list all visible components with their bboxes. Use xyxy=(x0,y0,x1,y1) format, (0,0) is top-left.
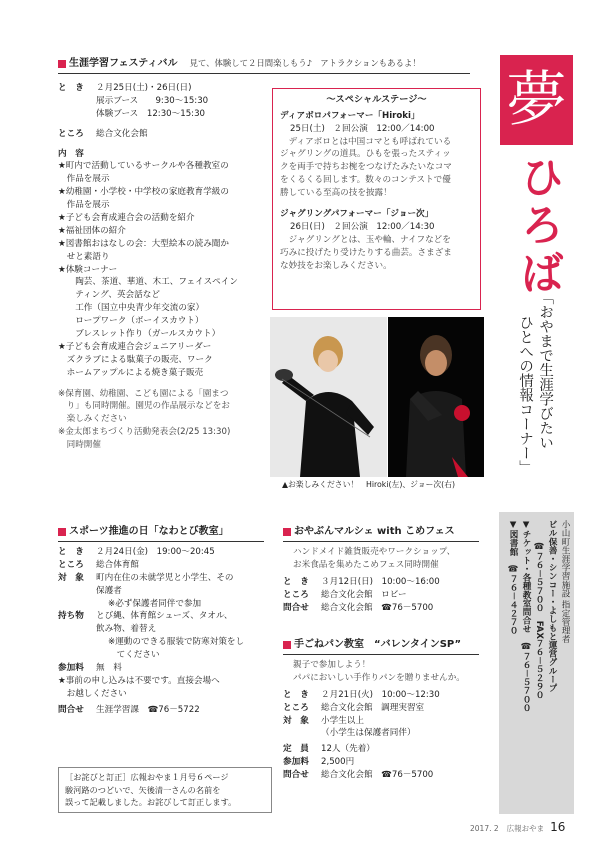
bread-fee-label: 参加料 xyxy=(283,757,309,768)
sports-items-1: とび縄、体育館シューズ、タオル、 xyxy=(96,611,233,622)
side-info-5: ▼図書館 ☎７６－４２７０ xyxy=(508,520,518,635)
sports-note-2: お越しください xyxy=(58,688,127,699)
bread-fee-value: 2,500円 xyxy=(321,757,355,768)
list-item: ジャグリングの道具。ひもを張ったスティッ xyxy=(280,149,451,160)
festival-contents xyxy=(58,160,268,379)
sports-fee-row xyxy=(58,662,268,675)
marche-body xyxy=(283,546,483,614)
list-item: せと素語り xyxy=(58,251,110,262)
bread-row xyxy=(283,756,483,769)
square-bullet-icon xyxy=(58,60,66,68)
sports-place-value: 総合体育館 xyxy=(96,559,139,570)
bread-desc-1: 親子で参加しよう！ xyxy=(293,660,371,670)
list-item: 勝している至高の技を披露！ xyxy=(280,188,392,199)
sports-contact-label: 問合せ xyxy=(58,704,84,715)
list-item: ディアボロとは中国コマとも呼ばれている xyxy=(280,136,452,147)
marche-title-row xyxy=(283,524,479,539)
marche-row xyxy=(283,589,483,602)
side-info-4: ▼チケット・各種教室問合せ ☎７６－５７００ xyxy=(521,520,531,712)
bread-place-value: 総合文化会館 調理実習室 xyxy=(321,702,425,713)
festival-when-2: 展示ブース 9:30～15:30 xyxy=(96,95,209,106)
side-tagline-1: 「おやまで生涯学びたい xyxy=(537,290,554,450)
side-hiragana: ひろば xyxy=(512,154,564,298)
bread-contact-value: 総合文化会館 ☎76－5700 xyxy=(321,770,434,781)
errata-line: 駿河路のつどいで、矢後清一さんの名前を xyxy=(65,784,221,795)
bread-row xyxy=(283,702,483,715)
festival-contents-label: 内 容 xyxy=(58,148,84,159)
list-item: ジャグリングとは、玉や輪、ナイフなどを xyxy=(280,234,451,245)
marche-contact-value: 総合文化会館 ☎76－5700 xyxy=(321,602,434,613)
square-bullet-icon xyxy=(283,528,291,536)
list-item: ★福祉団体の紹介 xyxy=(58,225,126,236)
sports-title-row xyxy=(58,524,264,539)
marche-place-label: ところ xyxy=(283,589,309,600)
sports-when-value: ２月24日(金) 19:00～20:45 xyxy=(96,547,215,557)
festival-subtitle: 見て、体験して２日間楽しもう♪ アトラクションもあるよ！ xyxy=(189,58,421,69)
side-info-1: 小山町生涯学習施設 指定管理者 xyxy=(560,520,570,644)
footer xyxy=(470,818,565,836)
page-number: 16 xyxy=(550,820,566,834)
sports-note-1: ★事前の申し込みは不要です。直接会場へ xyxy=(58,675,220,686)
errata-box xyxy=(58,767,272,813)
list-item: ★町内で活動しているサークルや各種教室の xyxy=(58,161,229,172)
marche-when-label: と き xyxy=(283,576,309,587)
list-item: ※保育園、幼稚園、こども園による「園まつ xyxy=(58,388,229,399)
list-item: ★図書館おはなしの会：大型絵本の読み聞か xyxy=(58,238,229,249)
marche-when-value: ３月12日(日) 10:00～16:00 xyxy=(321,576,440,587)
side-info-box xyxy=(499,512,574,814)
side-kanji-box xyxy=(500,55,573,145)
special-stage-title: ～スペシャルステージ～ xyxy=(326,94,427,105)
list-item: な妙技をお楽しみください。 xyxy=(280,260,392,271)
sports-row xyxy=(58,546,268,559)
list-item: 楽しみください xyxy=(58,414,127,425)
bread-target-note: （小学生は保護者同伴） xyxy=(321,728,416,739)
side-info-3: ☎７６－５７００ FAX７６－５２９０ xyxy=(534,542,544,700)
photo-caption: ▲お楽しみください！ Hiroki(左)、ジョー次(右) xyxy=(282,480,456,489)
side-tagline-2: ひとへの情報コーナー」 xyxy=(517,315,534,475)
list-item: 同時開催 xyxy=(58,440,101,451)
sports-fee-value: 無 料 xyxy=(96,663,122,674)
festival-when-3: 体験ブース 12:30～15:30 xyxy=(96,108,206,119)
marche-row xyxy=(283,602,483,615)
marche-desc-1: ハンドメイド雑貨販売やワークショップ、 xyxy=(293,547,456,557)
performer-2-title: ジャグリングパフォーマー「ジョー次」 xyxy=(280,209,434,220)
errata-line: 誤って記載しました。お詫びして訂正します。 xyxy=(65,797,237,808)
sports-items-note-2: てください xyxy=(108,650,160,661)
sports-row xyxy=(58,572,268,585)
list-item: ロープワーク（ボーイスカウト） xyxy=(58,316,204,327)
footer-date: 2017. 2 xyxy=(470,824,499,833)
sports-target-note: ※必ず保護者同伴で参加 xyxy=(108,598,202,609)
list-item: をくるくる回します。数々のコンテストで優 xyxy=(280,175,451,186)
list-item: り」も同時開催。園児の作品展示などをお xyxy=(58,401,230,412)
sports-target-label: 対 象 xyxy=(58,572,84,583)
sports-place-label: ところ xyxy=(58,559,84,570)
special-stage-box xyxy=(272,88,481,310)
festival-place-value: 総合文化会館 xyxy=(96,128,148,139)
sports-body xyxy=(58,546,268,717)
festival-place xyxy=(58,128,268,141)
list-item: ★子ども会育成連合会の活動を紹介 xyxy=(58,213,195,224)
side-info-2: ビル保善・シンコー・よしもと運営グループ xyxy=(547,520,557,692)
bread-row xyxy=(283,689,483,702)
performer-1-desc xyxy=(280,136,473,200)
list-item: ★体験コーナー xyxy=(58,264,118,275)
sports-items-note-1: ※運動のできる服装で防寒対策をし xyxy=(108,637,245,648)
marche-desc-2: お米食品を集めたこめフェス同時開催 xyxy=(293,559,439,570)
festival-when-1: ２月25日(土)・26日(日) xyxy=(96,83,192,93)
sports-items-row xyxy=(58,610,268,623)
festival-body xyxy=(58,82,268,452)
bread-target-value: 小学生以上 xyxy=(321,715,364,726)
bread-place-label: ところ xyxy=(283,702,309,713)
bread-body xyxy=(283,659,483,782)
square-bullet-icon xyxy=(283,641,291,649)
bread-title-row xyxy=(283,637,479,652)
side-kanji: 夢 xyxy=(506,65,567,135)
bread-desc-2: パパにおいしい手作りパンを贈りませんか。 xyxy=(293,672,465,683)
festival-when xyxy=(58,82,268,95)
performer-2-desc xyxy=(280,234,473,273)
list-item: ★子ども会育成連合会ジュニアリーダー xyxy=(58,341,212,352)
bread-row xyxy=(283,769,483,782)
performer-2-time: 26日(日) ２回公演 12:00／14:30 xyxy=(290,221,435,232)
footer-publication: 広報おやま xyxy=(506,824,545,833)
bread-capacity-label: 定 員 xyxy=(283,744,309,755)
marche-place-value: 総合文化会館 ロビー xyxy=(321,589,407,600)
bread-row xyxy=(283,743,483,756)
list-item: クを両手で持ちお椀をつなげたみたいなコマ xyxy=(280,162,452,173)
sports-items-2: 飲み物、着替え xyxy=(96,624,157,635)
performer-1-title: ディアボロパフォーマー「Hiroki」 xyxy=(280,110,420,121)
festival-title-row xyxy=(58,56,470,71)
sports-target-cont: 保護者 xyxy=(96,585,122,596)
sports-title: スポーツ推進の日「なわとび教室」 xyxy=(69,526,229,537)
list-item: ホームアップルによる焼き菓子販売 xyxy=(58,367,204,378)
marche-row xyxy=(283,576,483,589)
performer-1-time: 25日(土) ２回公演 12:00／14:00 xyxy=(290,123,435,134)
list-item: ※金太郎まちづくり活動発表会(2/25 13:30) xyxy=(58,427,231,438)
sports-when-label: と き xyxy=(58,547,84,557)
errata-line: ［お詫びと訂正］広報おやま１月号６ページ xyxy=(65,772,229,782)
list-item: 作品を展示 xyxy=(58,200,110,211)
festival-title: 生涯学習フェスティバル xyxy=(69,58,178,69)
bread-when-value: ２月21日(火) 10:00～12:30 xyxy=(321,689,440,700)
list-item: ブレスレット作り（ガールスカウト） xyxy=(58,329,221,340)
bread-capacity-value: 12人（先着） xyxy=(321,744,375,755)
marche-header xyxy=(283,524,479,542)
sports-target-value: 町内在住の未就学児と小学生、その xyxy=(96,572,234,583)
sports-fee-label: 参加料 xyxy=(58,663,84,674)
list-item: ティング、英会話など xyxy=(58,290,160,301)
performer-jo-ji-icon xyxy=(388,317,484,477)
list-item: 陶芸、茶道、華道、木工、フェイスペイン xyxy=(58,277,238,288)
festival-when-label: と き xyxy=(58,83,84,93)
bread-header xyxy=(283,637,479,655)
sports-contact-value: 生涯学習課 ☎76－5722 xyxy=(96,704,200,715)
festival-place-label: ところ xyxy=(58,128,84,139)
bread-contact-label: 問合せ xyxy=(283,770,309,781)
bread-row xyxy=(283,715,483,728)
list-item: 巧みに投げたり受けたりする曲芸。さまざま xyxy=(280,247,452,258)
list-item: 工作（国立中央青少年交流の家） xyxy=(58,303,205,314)
bread-target-label: 対 象 xyxy=(283,715,309,726)
photo-hiroki xyxy=(270,317,387,477)
square-bullet-icon xyxy=(58,528,66,536)
festival-header xyxy=(58,56,470,74)
performer-hiroki-icon xyxy=(270,317,387,477)
list-item: 作品を展示 xyxy=(58,174,110,185)
bread-title: 手ごねパン教室 “バレンタインSP” xyxy=(294,639,462,650)
photo-jo-ji xyxy=(388,317,484,477)
list-item: ズクラブによる駄菓子の販売、ワーク xyxy=(58,354,213,365)
sports-row xyxy=(58,559,268,572)
bread-when-label: と き xyxy=(283,689,309,700)
marche-title: おやぶんマルシェ with こめフェス xyxy=(294,526,455,537)
list-item: ★幼稚園・小学校・中学校の家庭教育学級の xyxy=(58,187,229,198)
sports-contact-row xyxy=(58,704,268,717)
marche-contact-label: 問合せ xyxy=(283,602,309,613)
festival-notes xyxy=(58,388,268,452)
sports-header xyxy=(58,524,264,542)
sports-items-label: 持ち物 xyxy=(58,611,84,622)
